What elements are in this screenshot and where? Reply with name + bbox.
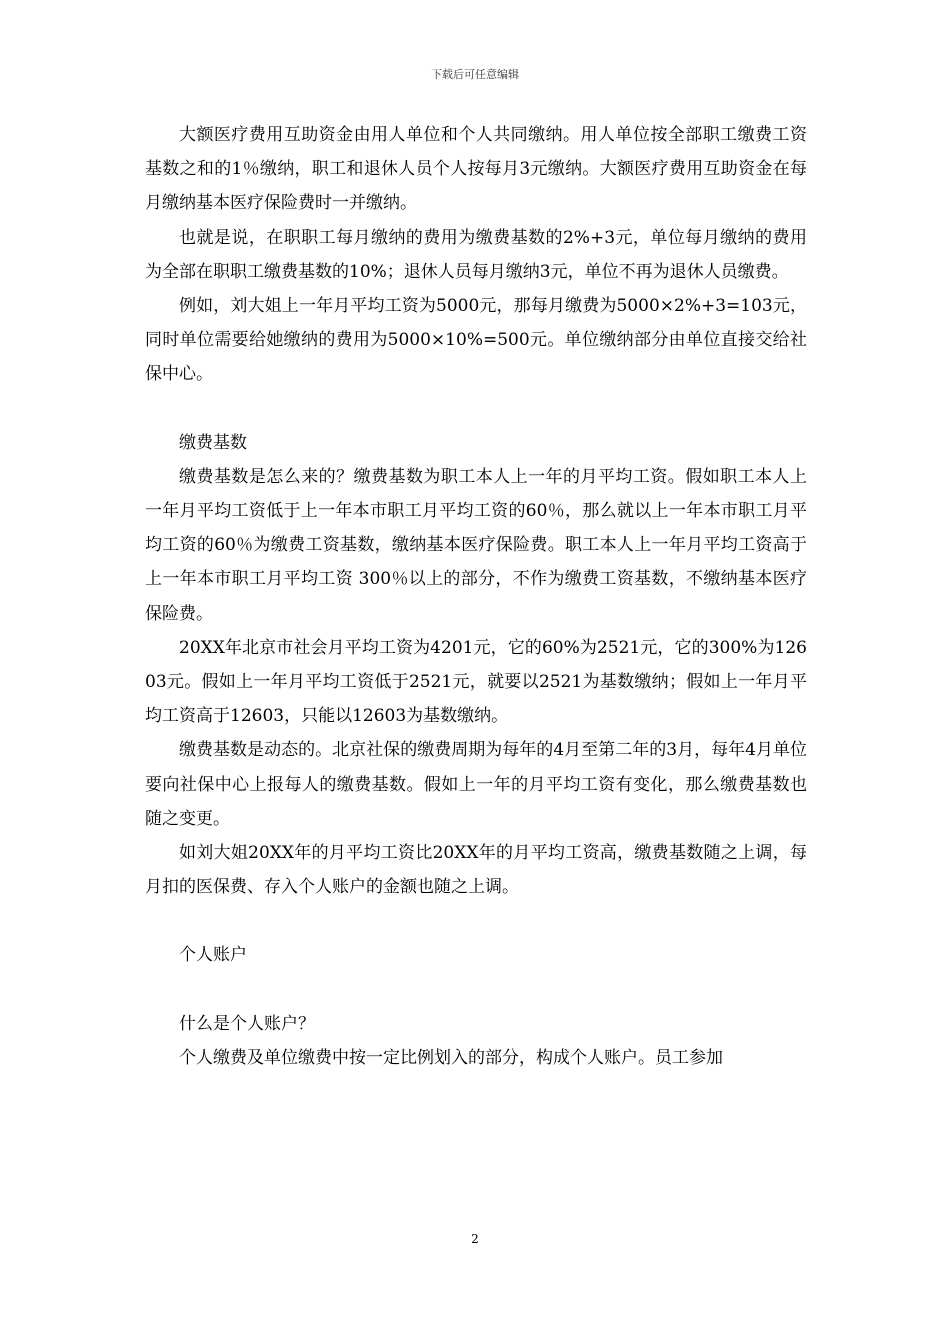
page-header: 下载后可任意编辑 [431,68,519,81]
paragraph-dynamic-base: 缴费基数是动态的。北京社保的缴费周期为每年的4月至第二年的3月，每年4月单位要向社保中心上报每人的缴费基数。假如上一年的月平均工资有变化，那么缴费基数也随之变更。 [145,740,807,829]
paragraph-personal-account-definition: 个人缴费及单位缴费中按一定比例划入的部分，构成个人账户。员工参加 [179,1047,723,1068]
paragraph-beijing-average-wage: 20XX年北京市社会月平均工资为4201元，它的60%为2521元，它的300%为12603元。假如上一年月平均工资低于2521元，就要以2521为基数缴纳；假如上一年月平均工资高于12603，只能以12603为基数缴纳。 [145,637,807,727]
blank-line [145,973,807,1007]
paragraph-contribution-base-origin: 缴费基数是怎么来的？缴费基数为职工本人上一年的月平均工资。假如职工本人上一年月平均工资低于上一年本市职工月平均工资的60％，那么就以上一年本市职工月平均工资的60％为缴费工资基数，缴纳基本医疗保险费。职工本人上一年月平均工资高于上一年本市职工月平均工资 300％以上的部分，不作为缴费工资基数，不缴纳基本医疗保险费。 [145,466,807,624]
blank-line [145,904,807,938]
paragraph-example-liu: 例如，刘大姐上一年月平均工资为5000元，那每月缴费为5000×2%+3=103元，同时单位需要给她缴纳的费用为5000×10%=500元。单位缴纳部分由单位直接交给社保中心。 [145,296,807,385]
page-number: 2 [471,1232,479,1246]
section-heading-personal-account: 个人账户 [179,945,247,966]
paragraph-mutual-aid-fund: 大额医疗费用互助资金由用人单位和个人共同缴纳。用人单位按全部职工缴费工资基数之和的1％缴纳，职工和退休人员个人按每月3元缴纳。大额医疗费用互助资金在每月缴纳基本医疗保险费时一并缴纳。 [145,125,807,214]
subheading-what-is-personal-account: 什么是个人账户？ [179,1013,315,1034]
document-body [145,118,807,1075]
blank-line [145,392,807,426]
section-heading-contribution-base: 缴费基数 [179,432,247,453]
paragraph-example-adjustment: 如刘大姐20XX年的月平均工资比20XX年的月平均工资高，缴费基数随之上调，每月扣的医保费、存入个人账户的金额也随之上调。 [145,843,807,898]
paragraph-employee-contribution: 也就是说，在职职工每月缴纳的费用为缴费基数的2%+3元，单位每月缴纳的费用为全部在职职工缴费基数的10%；退休人员每月缴纳3元，单位不再为退休人员缴费。 [145,227,807,282]
